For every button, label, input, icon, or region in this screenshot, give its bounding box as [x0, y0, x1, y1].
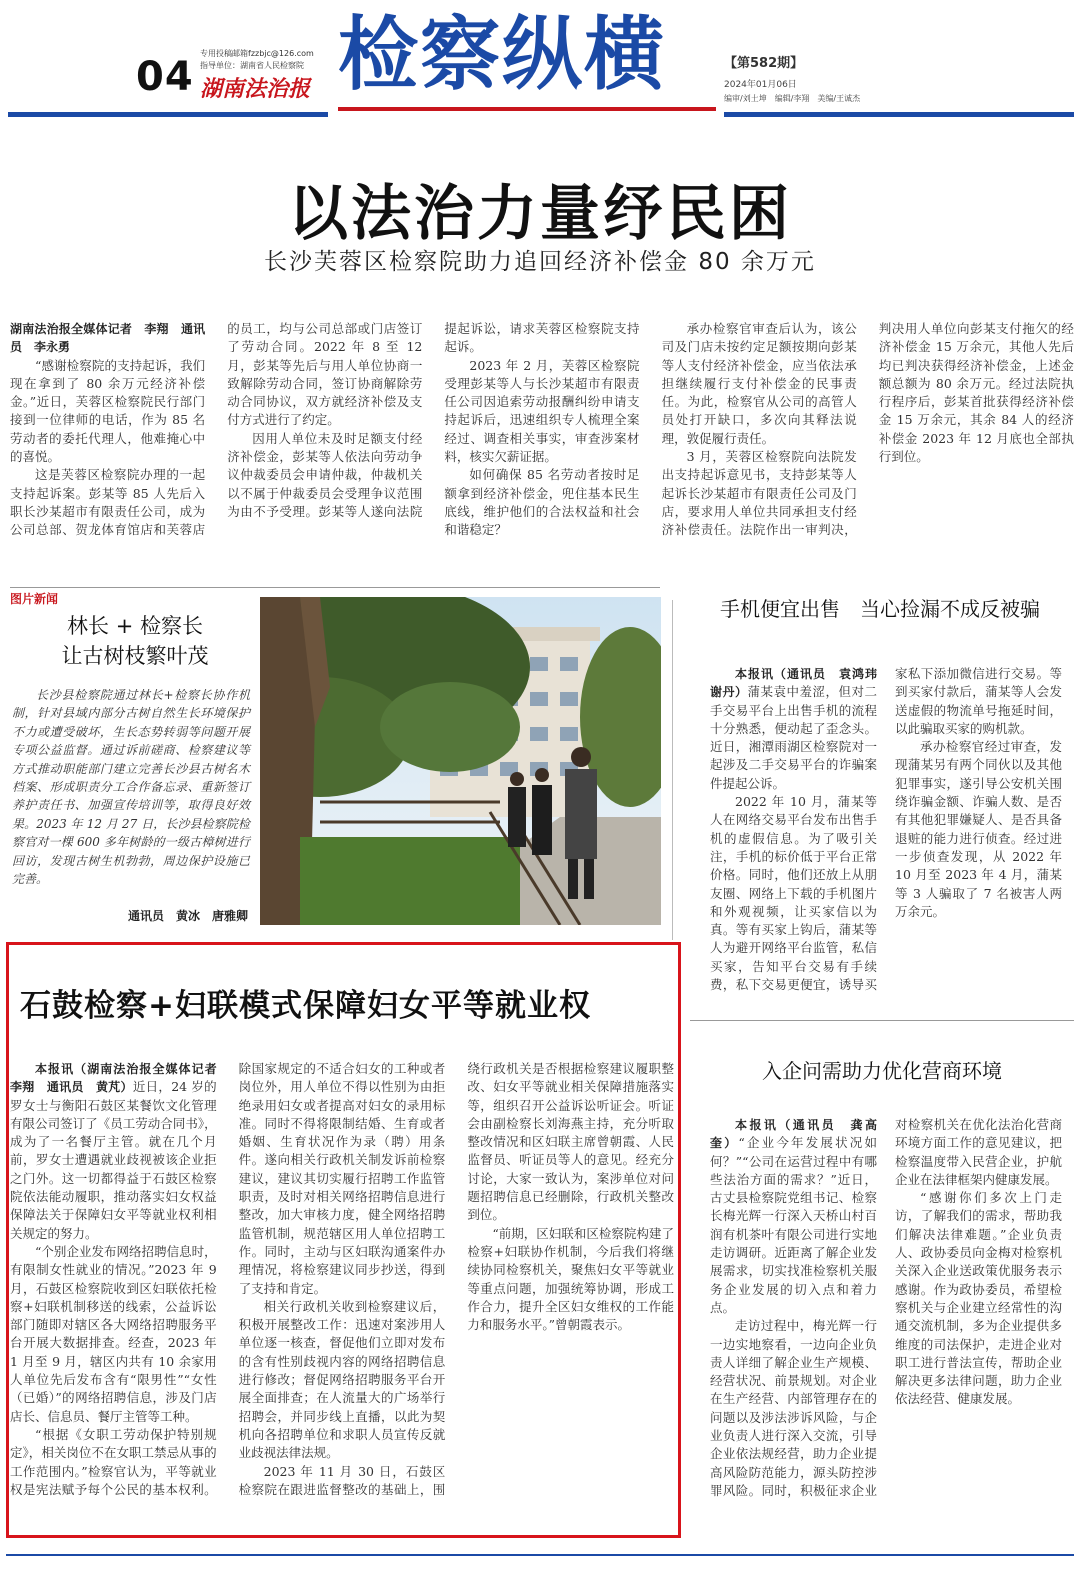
women-employment-paragraph: “根据《女职工劳动保护特别规定》，相关岗位不在女职工禁忌从事的工作范围内。”检察官认为，平等就业权是宪法赋予每个公民的基本权利。除国家规定的不适合妇女的工种或者岗位外，用人单位不得以性别为由拒绝录用妇女或者提高对妇女的录用标准。同时不得将限制结婚、生育或者婚姻、生育状况作为录（聘）用条件。遂向相关行政机关制发诉前检察建议，建议其切实履行招聘工作监管职责，及时对相关网络招聘信息进行整改，加大审核力度，健全网络招聘监管机制，规范辖区用人单位招聘工作。同时，主动与区妇联沟通案件办理情况，将检察建议同步抄送，得到了支持和肯定。 [10, 1061, 446, 1497]
phone-scam-paragraph: 承办检察官经过审查，发现蒲某另有两个同伙以及其他犯罪事实，遂引导公安机关围绕诈骗金额、诈骗人数、是否有其他犯罪嫌疑人、是否具备退赃的能力进行侦查。经过进一步侦查发现，从 2022 年 10 月至 2023 年 4 月，蒲某等 3 人骗取了 7 名被害人两万余元。 [895, 739, 1062, 919]
column-divider [672, 600, 673, 940]
news-photo [260, 597, 661, 925]
phone-scam-text: 蒲某袁中羞涩，但对二手交易平台上出售手机的流程十分熟悉，便动起了歪念头。近日，湘潭雨湖区检察院对一起涉及二手交易平台的诈骗案件提起公诉。 [710, 684, 877, 791]
issue-number: 【第582期】 [724, 56, 804, 71]
women-employment-paragraph [10, 1060, 229, 1243]
lead-paragraph: 3 月，芙蓉区检察院向法院发出支持起诉意见书，支持彭某等人起诉长沙某超市有限责任公司及门店，要求用人单位共同承担支付经济补偿责任。法院作出一审判决，判决用人单位向彭某支付拖欠的经济补偿金 15 万余元，其他人先后均已判决获得经济补偿金，上述金额总额为 80 余万元。经过法院执行程序后，彭某首批获得经济补偿金 15 万余元，其余 84 人的经济补偿金 2023 年 12 月底也全部执行到位。 [661, 321, 1074, 538]
lead-paragraph: 承办检察官审查后认为，该公司及门店未按约定足额按期向彭某等人支付经济补偿金，应当依法承担继续履行支付补偿金的民事责任。为此，检察官从公司的高管人员处打开缺口，多次向其释法说理，敦促履行责任。 [661, 321, 857, 446]
guidance-unit: 指导单位：湖南省人民检察院 [200, 61, 304, 70]
contribute-email: 专用投稿邮箱fzzbjc@126.com [200, 49, 314, 58]
photo-news-body [12, 686, 250, 888]
lead-paragraph: 2023 年 2 月，芙蓉区检察院受理彭某等人与长沙某超市有限责任公司因追索劳动报酬纠纷申请支持起诉后，迅速组织专人梳理全案经过、调查相关事实，审查涉案材料，核实欠薪证据。 [444, 357, 640, 465]
enterprise-byline: 本报讯（通讯员 龚高奎） [710, 1118, 877, 1151]
women-employment-byline: 本报讯（湖南法治报全媒体记者 李翔 通讯员 黄芃） [10, 1062, 229, 1095]
photo-news-tag: 图片新闻 [10, 592, 59, 606]
footer-rule [6, 1554, 1074, 1556]
enterprise-rule [690, 1020, 1074, 1021]
women-employment-paragraph: “前期，区妇联和区检察院构建了检察+妇联协作机制，今后我们将继续协同检察机关，聚焦妇女平等就业等重点问题，加强统筹协调，形成工作合力，提升全区妇女维权的工作能力和服务水平。”曾朝霞表示。 [467, 1225, 674, 1333]
header-rule-right [724, 112, 1074, 117]
section-masthead: 检察纵横 [338, 8, 666, 101]
enterprise-text: “企业今年发展状况如何？”“公司在运营过程中有哪些法治方面的需求？”近日，古丈县检察院党组书记、检察长梅光辉一行深入天桥山村百润有机茶叶有限公司进行实地走访调研。近距离了解企业发展需求，切实找准检察机关服务企业发展的切入点和着力点。 [710, 1135, 877, 1315]
women-employment-paragraph: 相关行政机关收到检察建议后，积极开展整改工作：迅速对案涉用人单位逐一核查，督促他们立即对发布的含有性别歧视内容的网络招聘信息进行修改；督促网络招聘服务平台开展全面排查；在人流量大的广场举行招聘会，并同步线上直播，以此为契机向各招聘单位和求职人员宣传反就业歧视法律法规。 [238, 1298, 446, 1461]
lead-paragraph: “感谢检察院的支持起诉，我们现在拿到了 80 余万元经济补偿金。”近日，芙蓉区检察院民行部门接到一位律师的电话，作为 85 名劳动者的委托代理人，他难掩心中的喜悦。 [10, 357, 206, 465]
lead-headline: 以法治力量纾民困 [288, 179, 792, 249]
enterprise-paragraph [710, 1116, 877, 1317]
lead-byline: 湖南法治报全媒体记者 李翔 通讯员 李永勇 [10, 322, 206, 355]
women-employment-paragraph: 2023 年 11 月 30 日，石鼓区检察院在跟进监督整改的基础上，围绕行政机关是否根据检察建议履职整改、妇女平等就业相关保障措施落实等，组织召开公益诉讼听证会。听证会由副检察长刘海燕主持，充分听取整改情况和区妇联主席曾朝霞、人民监督员、听证员等人的意见。经充分讨论，大家一致认为，案涉单位对问题招聘信息已经删除，行政机关整改到位。 [238, 1061, 674, 1497]
lead-body [10, 320, 1074, 548]
lead-subheadline: 长沙芙蓉区检察院助力追回经济补偿金 80 余万元 [264, 249, 816, 275]
photo-news-credit: 通讯员 黄冰 唐雅卿 [127, 909, 248, 923]
photo-news-title-line2: 让古树枝繁叶茂 [61, 644, 209, 668]
women-employment-body [10, 1060, 674, 1515]
masthead-red-bar [338, 107, 716, 111]
paper-logo: 湖南法治报 [200, 76, 311, 102]
women-employment-headline: 石鼓检察+妇联模式保障妇女平等就业权 [20, 988, 591, 1024]
lead-paragraph: 这是芙蓉区检察院办理的一起支持起诉案。彭某等 85 人先后入职长沙某超市有限责任公司，成为公司总部、贺龙体育馆店和芙蓉店的员工，均与公司总部或门店签订了劳动合同。2022 年 8 至 12 月，彭某等先后与用人单位协商一致解除劳动合同，签订协商解除劳动合同协议，双方就经济补偿及支付方式进行了约定。 [10, 321, 423, 538]
women-employment-text: 近日，24 岁的罗女士与衡阳石鼓区某餐饮文化管理有限公司签订了《员工劳动合同书》，成为了一名餐厅主管。就在几个月前，罗女士遭遇就业歧视被该企业拒之门外。这一切都得益于石鼓区检察院依法能动履职，推动落实妇女权益保障法关于保障妇女平等就业权利相关规定的努力。 [10, 1079, 217, 1241]
enterprise-paragraph: “感谢你们多次上门走访，了解我们的需求，帮助我们解决法律难题。”企业负责人、政协委员向金梅对检察机关深入企业送政策优服务表示感谢。作为政协委员，希望检察机关与企业建立经常性的沟通交流机制，多为企业提供多维度的司法保护，走进企业对职工进行普法宣传，帮助企业解决更多法律问题，助力企业依法经营、健康发展。 [895, 1190, 1062, 1407]
ancient-tree-photo [260, 597, 661, 925]
page-number: 04 [136, 54, 194, 100]
enterprise-headline: 入企问需助力优化营商环境 [762, 1059, 1002, 1083]
phone-scam-byline: 本报讯（通讯员 袁鸿玮 谢丹） [710, 667, 890, 700]
phone-scam-headline: 手机便宜出售 当心捡漏不成反被骗 [720, 597, 1040, 621]
editors-credit: 编审/刘土坤 编辑/李翔 美编/王诚杰 [724, 94, 861, 103]
photo-news-title-line1: 林长 + 检察长 [67, 614, 203, 638]
enterprise-paragraph: 走访过程中，梅光辉一行一边实地察看，一边向企业负责人详细了解企业生产规模、经营状况、前景规划。对企业在生产经营、内部管理存在的问题以及涉法涉诉风险，与企业负责人进行深入交流，引导企业依法规经营，助力企业提高风险防范能力，源头防控涉罪风险。同时，积极征求企业对检察机关在优化法治化营商环境方面工作的意见建议，把检察温度带入民营企业，护航企业在法律框架内健康发展。 [710, 1117, 1062, 1498]
enterprise-body [710, 1116, 1062, 1516]
issue-date: 2024年01月06日 [724, 80, 797, 90]
lead-paragraph: 如何确保 85 名劳动者按时足额拿到经济补偿金，兜住基本民生底线，维护他们的合法权益和社会和谐稳定？ [444, 467, 640, 538]
lead-paragraph: 因用人单位未及时足额支付经济补偿金，彭某等人依法向劳动争议仲裁委员会申请仲裁，仲裁机关以不属于仲裁委员会受理争议范围为由不予受理。彭某等人遂向法院提起诉讼，请求芙蓉区检察院支持起诉。 [227, 321, 640, 519]
header-rule-left [8, 112, 328, 117]
women-employment-paragraph: “个别企业发布网络招聘信息时，有限制女性就业的情况。”2023 年 9 月，石鼓区检察院收到区妇联依托检察+妇联机制移送的线索，公益诉讼部门随即对辖区各大网络招聘服务平台开展大数据排查。经查，2023 年 1 月至 9 月，辖区内共有 10 余家用人单位先后发布含有“限男性”“女性（已婚）”的网络招聘信息，涉及门店店长、信息员、餐厅主管等工种。 [10, 1243, 217, 1424]
phone-scam-paragraph [710, 665, 890, 793]
phone-scam-body [710, 665, 1062, 1000]
photo-news-rule [10, 587, 660, 588]
photo-news-text: 长沙县检察院通过林长+检察长协作机制，针对县域内部分古树自然生长环境保护不力或遭受破坏，生长态势转弱等问题开展专项公益监督。通过诉前磋商、检察建议等方式推动职能部门建立完善长沙县古树名木档案、形成职责分工合作备忘录、重新签订养护责任书、加强宣传培训等，取得良好效果。2023 年 12 月 27 日，长沙县检察院检察官对一棵 600 多年树龄的一级古樟树进行回访，发现古树生机勃勃，周边保护设施已完善。 [12, 688, 250, 887]
phone-scam-paragraph: 2022 年 10 月，蒲某等人在网络交易平台发布出售手机的虚假信息。为了吸引关注，手机的标价低于平台正常价格。同时，他们还放上从朋友圈、网络上下载的手机图片和外观视频，让买家信以为真。等有买家上钩后，蒲某等人为避开网络平台监管，私信买家，告知平台交易有手续费，私下交易更便宜，诱导买家私下添加微信进行交易。等到买家付款后，蒲某等人会发送虚假的物流单号拖延时间，以此骗取买家的购机款。 [710, 666, 1062, 993]
